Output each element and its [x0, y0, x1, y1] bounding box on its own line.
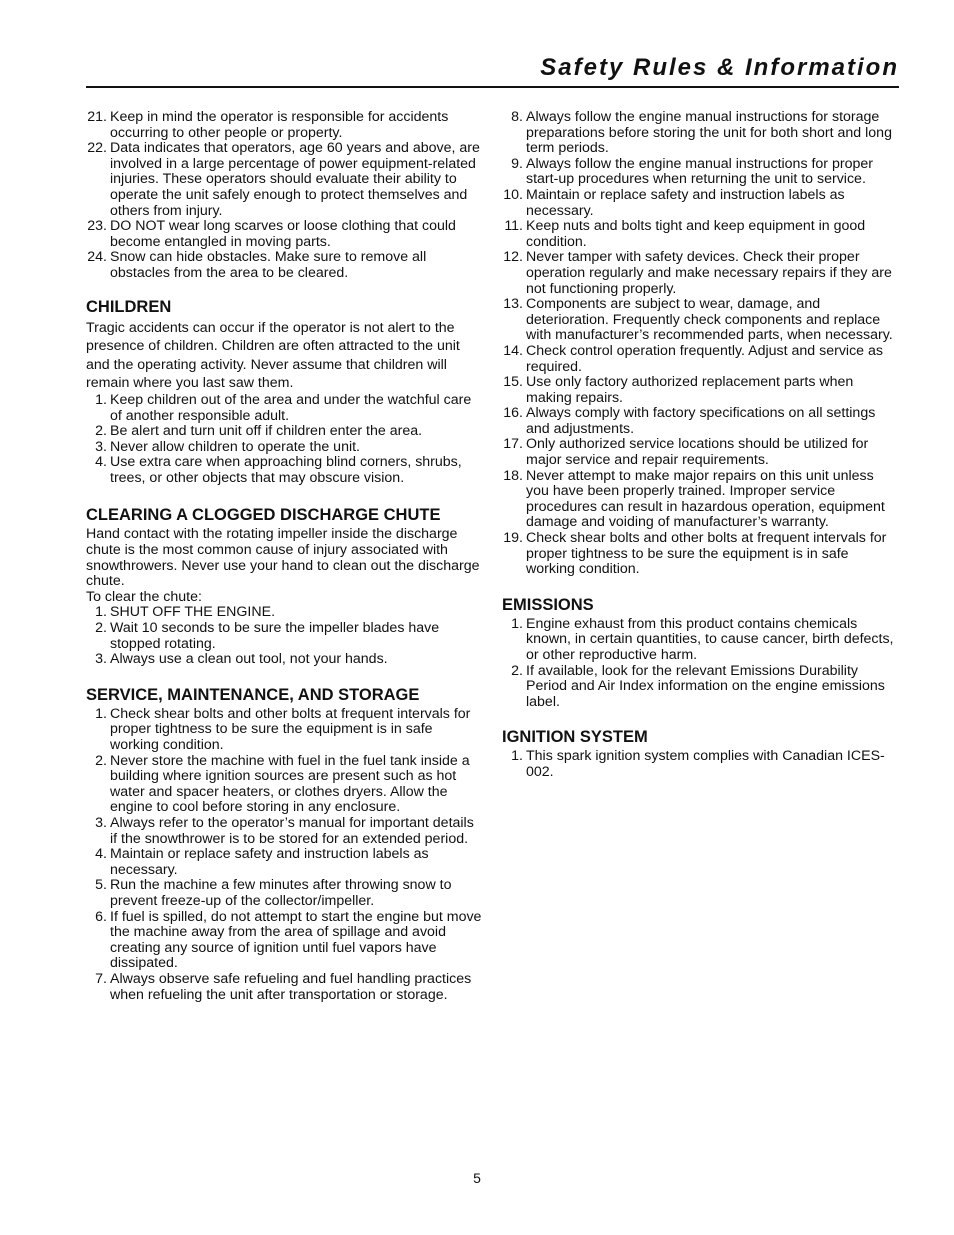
list-item [502, 406, 899, 437]
ignition-list [502, 749, 899, 780]
list-item-text: Keep nuts and bolts tight and keep equipment in good condition. [526, 218, 866, 250]
list-item-number: 1. [95, 604, 107, 621]
list-item [86, 847, 482, 878]
list-item-number: 24. [87, 249, 107, 266]
list-item [502, 110, 899, 157]
list-item-number: 6. [95, 908, 107, 925]
list-item-text: Engine exhaust from this product contains chemicals known, in certain quantities, to cause cancer, birth defects, or other reproductive harm. [526, 615, 894, 663]
page-title: Safety Rules & Information [540, 54, 899, 81]
list-item-text: If fuel is spilled, do not attempt to start the engine but move the machine away from the area of spillage and avoid creating any source of ignition until fuel vapors have dissipated. [110, 908, 482, 972]
list-item-text: Always refer to the operator’s manual for important details if the snowthrower is to be stored for an extended period. [110, 814, 474, 847]
list-item-text: Only authorized service locations should be utilized for major service and repair requirements. [526, 436, 869, 469]
emissions-heading: EMISSIONS [502, 595, 594, 614]
list-item [86, 250, 482, 281]
list-item-number: 12. [503, 249, 523, 266]
list-item [502, 344, 899, 375]
list-item-number: 14. [503, 342, 523, 359]
chute-steps-list [86, 605, 482, 667]
list-item-text: Maintain or replace safety and instruction labels as necessary. [526, 186, 845, 219]
list-item-number: 3. [95, 438, 107, 455]
list-item [502, 188, 899, 219]
list-item [86, 605, 482, 621]
list-item-number: 13. [503, 296, 523, 313]
list-item-number: 19. [503, 530, 523, 547]
list-item [502, 664, 899, 711]
list-item-number: 7. [95, 970, 107, 987]
list-item-text: Components are subject to wear, damage, and deterioration. Frequently check components and replace with manufacturer’s recommended parts, when necessary. [526, 296, 893, 344]
list-item-number: 2. [511, 662, 523, 679]
emissions-list [502, 617, 899, 711]
page-number: 5 [473, 1170, 481, 1186]
list-item-text: Use only factory authorized replacement parts when making repairs. [526, 374, 854, 406]
service-list-continued [502, 110, 899, 578]
list-item-text: Never attempt to make major repairs on this unit unless you have been properly trained. Improper service procedures can result in hazardous operation, equipment damage and voiding of manufacturer’s warranty. [526, 467, 885, 531]
list-item-number: 17. [503, 436, 523, 453]
list-item [502, 749, 899, 780]
list-item [86, 621, 482, 652]
list-item-text: Never allow children to operate the unit. [110, 438, 360, 455]
list-item-number: 2. [95, 620, 107, 637]
list-item-number: 4. [95, 846, 107, 863]
list-item-number: 10. [503, 186, 523, 203]
list-item-text: Always comply with factory specifications on all settings and adjustments. [526, 405, 876, 437]
list-item-number: 1. [511, 748, 523, 765]
list-item [502, 437, 899, 468]
list-item [502, 250, 899, 297]
list-item-number: 22. [87, 140, 107, 157]
list-item [86, 393, 482, 424]
list-item-text: Maintain or replace safety and instruction labels as necessary. [110, 846, 429, 878]
list-item-text: Data indicates that operators, age 60 years and above, are involved in a large percentage of power equipment-related injuries. These operators should evaluate their ability to operate the unit safely enough to protect themselves and others from injury. [110, 140, 480, 219]
list-item-number: 2. [95, 752, 107, 769]
list-item [86, 754, 482, 816]
list-item [502, 469, 899, 531]
children-list [86, 393, 482, 487]
list-item [502, 531, 899, 578]
service-list [86, 707, 482, 1003]
list-item [502, 157, 899, 188]
list-item-text: Never store the machine with fuel in the fuel tank inside a building where ignition sources are present such as hot water and spacer heaters, or clothes dryers. Allow the engine to cool before storing in any enclosure. [110, 752, 470, 816]
list-item-number: 4. [95, 454, 107, 471]
list-item [86, 440, 482, 456]
list-item [502, 375, 899, 406]
ignition-heading: IGNITION SYSTEM [502, 728, 648, 747]
right-column [502, 110, 899, 781]
list-item-number: 3. [95, 651, 107, 668]
list-item-number: 21. [87, 109, 107, 125]
chute-intro: Hand contact with the rotating impeller inside the discharge chute is the most common cause of injury associated with snowthrowers. Never use your hand to clean out the discharge chute. [86, 526, 480, 590]
list-item [502, 297, 899, 344]
list-item-text: Be alert and turn unit off if children enter the area. [110, 423, 423, 440]
list-item [86, 652, 482, 668]
list-item-text: Use extra care when approaching blind corners, shrubs, trees, or other objects that may obscure vision. [110, 454, 462, 486]
list-item-number: 2. [95, 423, 107, 440]
list-item [86, 455, 482, 486]
list-item-text: If available, look for the relevant Emissions Durability Period and Air Index information on the engine emissions label. [526, 662, 885, 710]
list-item-text: Always follow the engine manual instructions for proper start-up procedures when returning the unit to service. [526, 155, 873, 188]
list-item-text: Always use a clean out tool, not your hands. [110, 651, 388, 668]
list-item [86, 424, 482, 440]
list-item-number: 1. [95, 705, 107, 722]
list-item [86, 219, 482, 250]
list-item-text: SHUT OFF THE ENGINE. [110, 604, 276, 621]
list-item [502, 617, 899, 664]
list-item-text: Never tamper with safety devices. Check their proper operation regularly and make necessary repairs if they are not functioning properly. [526, 249, 892, 297]
list-item [86, 141, 482, 219]
list-item-text: Wait 10 seconds to be sure the impeller blades have stopped rotating. [110, 620, 440, 652]
list-item-number: 3. [95, 814, 107, 831]
service-heading: SERVICE, MAINTENANCE, AND STORAGE [86, 685, 420, 704]
list-item-text: Snow can hide obstacles. Make sure to remove all obstacles from the area to be cleared. [110, 249, 427, 281]
children-intro: Tragic accidents can occur if the operator is not alert to the presence of children. Children are often attracted to the unit and the operating activity. Never assume that children will remain where you last saw them. [86, 319, 460, 392]
list-item [86, 910, 482, 972]
chute-lead: To clear the chute: [86, 588, 202, 605]
list-item [502, 219, 899, 250]
list-item-number: 11. [504, 218, 523, 235]
list-item-text: Run the machine a few minutes after throwing snow to prevent freeze-up of the collector/impeller. [110, 877, 452, 909]
list-item-text: Check shear bolts and other bolts at frequent intervals for proper tightness to be sure the equipment is in safe working condition. [526, 530, 887, 578]
list-item-number: 16. [503, 405, 523, 422]
chute-heading: CLEARING A CLOGGED DISCHARGE CHUTE [86, 506, 441, 525]
list-item-text: DO NOT wear long scarves or loose clothing that could become entangled in moving parts. [110, 218, 456, 250]
list-item [86, 972, 482, 1003]
list-item [86, 110, 482, 141]
list-item-number: 23. [87, 218, 107, 235]
children-heading: CHILDREN [86, 297, 172, 316]
rules-list [86, 110, 482, 282]
list-item-text: Keep in mind the operator is responsible for accidents occurring to other people or property. [110, 109, 449, 141]
list-item-number: 8. [511, 109, 523, 125]
list-item-text: This spark ignition system complies with Canadian ICES-002. [526, 748, 885, 780]
list-item-number: 5. [95, 877, 107, 894]
list-item-text: Always follow the engine manual instructions for storage preparations before storing the unit for both short and long term periods. [526, 109, 892, 157]
list-item-text: Keep children out of the area and under the watchful care of another responsible adult. [110, 391, 472, 424]
list-item-number: 18. [503, 467, 523, 484]
list-item [86, 878, 482, 909]
list-item-number: 1. [511, 615, 523, 632]
list-item [86, 816, 482, 847]
list-item-number: 9. [511, 155, 523, 172]
left-column [86, 110, 482, 1003]
list-item-number: 1. [95, 391, 107, 408]
list-item-text: Check shear bolts and other bolts at frequent intervals for proper tightness to be sure the equipment is in safe working condition. [110, 705, 471, 753]
list-item-text: Always observe safe refueling and fuel handling practices when refueling the unit after transportation or storage. [110, 970, 472, 1003]
list-item-number: 15. [503, 374, 523, 391]
list-item [86, 707, 482, 754]
page-header [86, 52, 899, 88]
list-item-text: Check control operation frequently. Adjust and service as required. [526, 342, 883, 375]
